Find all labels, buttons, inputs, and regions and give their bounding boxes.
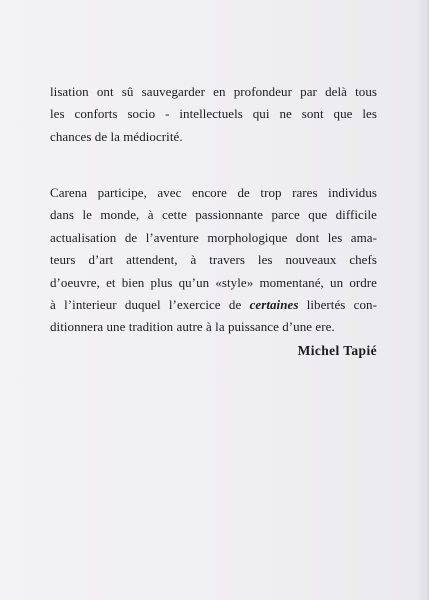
text-line-with-emphasis xyxy=(50,294,377,316)
text-line: dans le monde, à cette passionnante parce que difficile xyxy=(50,207,377,223)
paragraph-carena xyxy=(50,182,377,339)
text-line: teurs d’art attendent, à travers les nouveaux chefs xyxy=(50,252,377,268)
text-line: ditionnera une tradition autre à la puissance d’une ere. xyxy=(50,319,335,335)
paragraph-continuation xyxy=(50,81,377,148)
text-line: actualisation de l’aventure morphologique dont les ama- xyxy=(50,229,377,245)
emphasized-word: certaines xyxy=(249,297,299,313)
text-fragment: libertés con- xyxy=(298,297,377,313)
text-fragment: à l’interieur duquel l’exercice de xyxy=(50,297,250,313)
text-line: les conforts socio - intellectuels qui ne sont que les xyxy=(50,106,377,122)
page-edge-shadow xyxy=(425,0,429,600)
text-line: d’oeuvre, et bien plus qu’un «style» momentané, un ordre xyxy=(50,274,377,290)
text-line: Carena participe, avec encore de trop rares individus xyxy=(50,185,377,200)
text-line: chances de la médiocrité. xyxy=(50,128,183,144)
text-line: lisation ont sû sauvegarder en profondeur par delà tous xyxy=(50,84,377,99)
author-signature: Michel Tapié xyxy=(297,343,377,358)
